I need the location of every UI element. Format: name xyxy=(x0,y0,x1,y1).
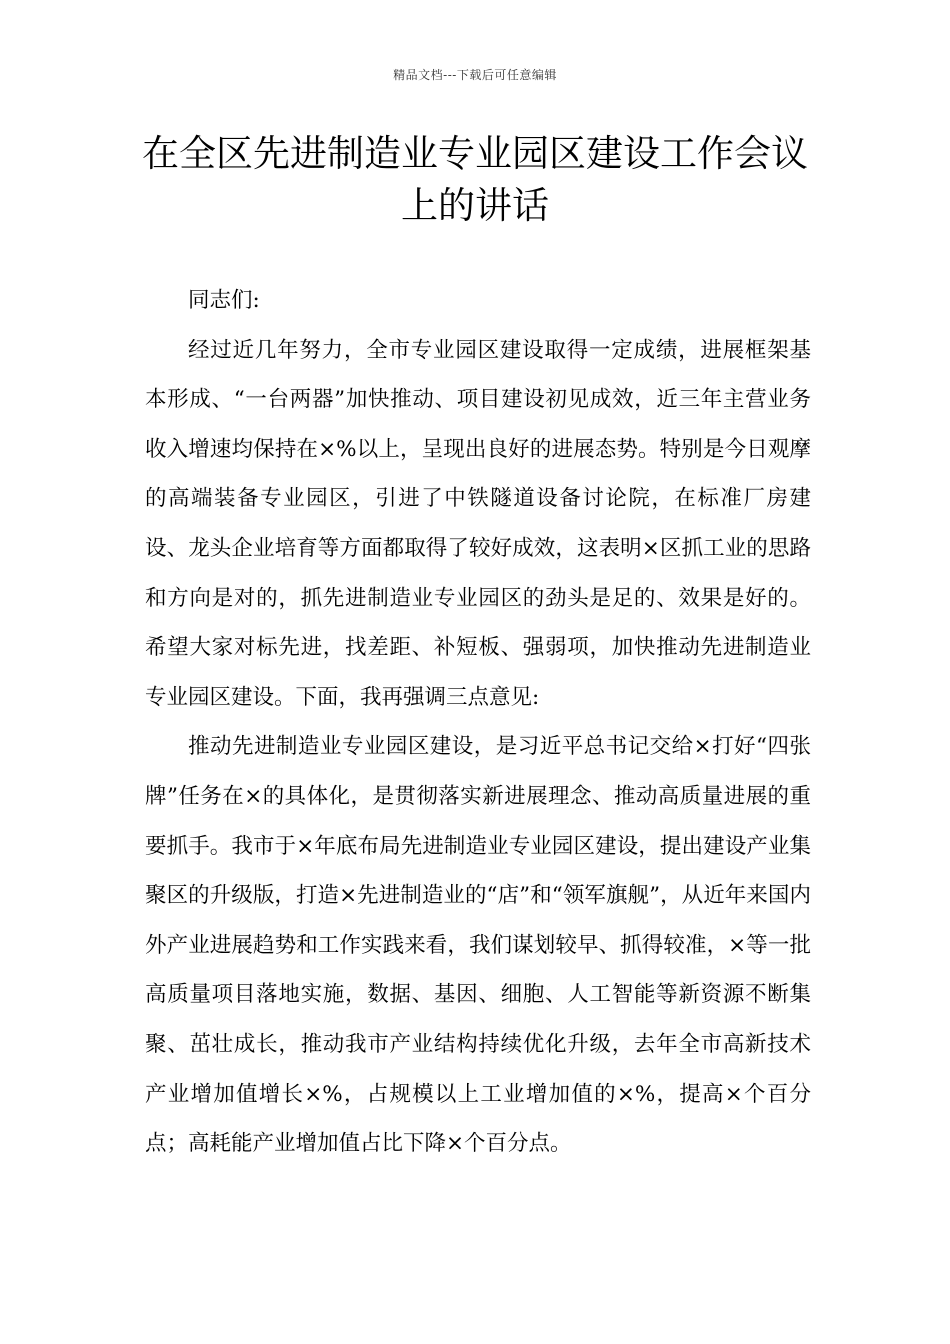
paragraph: 经过近几年努力，全市专业园区建设取得一定成绩，进展框架基本形成、“一台两器”加快推动、项目建设初见成效，近三年主营业务收入增速均保持在×%以上，呈现出良好的进展态势。特别是今日观摩的高端装备专业园区，引进了中铁隧道设备讨论院，在标准厂房建设、龙头企业培育等方面都取得了较好成效，这表明×区抓工业的思路和方向是对的，抓先进制造业专业园区的劲头是足的、效果是好的。希望大家对标先进，找差距、补短板、强弱项，加快推动先进制造业专业园区建设。下面，我再强调三点意见: xyxy=(145,337,811,710)
document-title: 在全区先进制造业专业园区建设工作会议上的讲话 xyxy=(142,132,808,227)
header-note: 精品文档---下载后可任意编辑 xyxy=(393,68,557,82)
document-body xyxy=(145,276,811,1169)
paragraph: 推动先进制造业专业园区建设，是习近平总书记交给×打好“四张牌”任务在×的具体化，是贯彻落实新进展理念、推动高质量进展的重要抓手。我市于×年底布局先进制造业专业园区建设，提出建设产业集聚区的升级版，打造×先进制造业的“店”和“领军旗舰”，从近年来国内外产业进展趋势和工作实践来看，我们谋划较早、抓得较准，×等一批高质量项目落地实施，数据、基因、细胞、人工智能等新资源不断集聚、茁壮成长，推动我市产业结构持续优化升级，去年全市高新技术产业增加值增长×%，占规模以上工业增加值的×%，提高×个百分点；高耗能产业增加值占比下降×个百分点。 xyxy=(145,734,811,1157)
salutation: 同志们: xyxy=(188,288,260,313)
